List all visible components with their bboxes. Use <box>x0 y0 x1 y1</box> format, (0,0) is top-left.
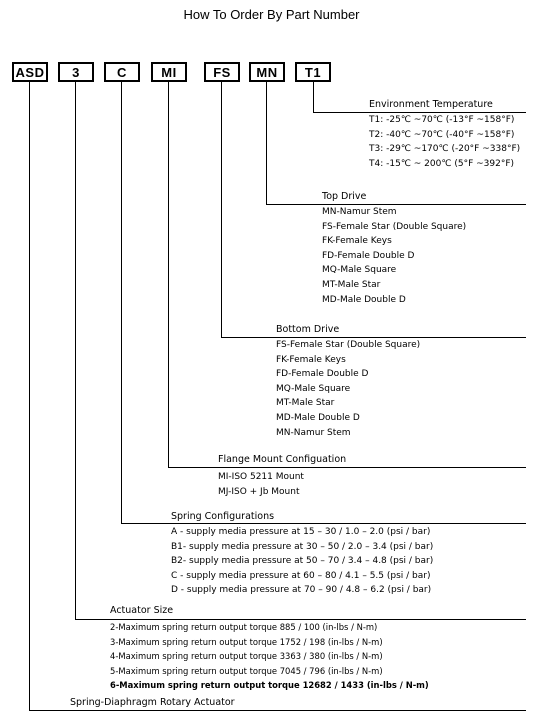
list-item: 2-Maximum spring return output torque 885 / 100 (in-lbs / N-m) <box>110 622 378 632</box>
list-item: D - supply media pressure at 70 – 90 / 4.8 – 6.2 (psi / bar) <box>171 585 432 596</box>
connector-flange <box>168 82 169 467</box>
list-item: B1- supply media pressure at 30 – 50 / 2.0 – 3.4 (psi / bar) <box>171 541 434 552</box>
list-item: FD-Female Double D <box>276 369 369 380</box>
connector-size <box>75 82 76 620</box>
part-code-spring: C <box>104 62 140 82</box>
part-code-flange: MI <box>151 62 187 82</box>
part-code-asd: ASD <box>12 62 48 82</box>
list-item: FS-Female Star (Double Square) <box>276 340 421 350</box>
list-item: MI-ISO 5211 Mount <box>218 472 304 482</box>
list-item: MT-Male Star <box>276 398 335 409</box>
list-item: FK-Female Keys <box>276 354 346 365</box>
section-header: Spring Configurations <box>171 511 275 522</box>
section-header: Actuator Size <box>110 605 174 616</box>
list-item: T4: -15℃ ~ 200℃ (5°F ~392°F) <box>369 158 515 169</box>
list-item: T2: -40℃ ~70℃ (-40°F ~158°F) <box>369 129 515 140</box>
list-item: MN-Namur Stem <box>276 427 351 438</box>
section-header: Top Drive <box>322 191 367 202</box>
list-item: 5-Maximum spring return output torque 7045 / 796 (in-lbs / N-m) <box>110 665 383 676</box>
list-item: FD-Female Double D <box>322 250 415 261</box>
environment-section <box>369 98 520 171</box>
flange-section <box>218 453 346 499</box>
connector-spring <box>121 82 122 523</box>
list-item: C - supply media pressure at 60 – 80 / 4.1 – 5.5 (psi / bar) <box>171 570 431 581</box>
list-item: FK-Female Keys <box>322 236 392 247</box>
connector-bottom-drive <box>221 82 222 338</box>
list-item: MQ-Male Square <box>276 383 351 394</box>
top-drive-section <box>322 190 466 307</box>
list-item: MN-Namur Stem <box>322 207 397 217</box>
list-item: MD-Male Double D <box>276 412 360 423</box>
list-item: MQ-Male Square <box>322 265 397 276</box>
bottom-drive-section <box>276 323 420 440</box>
list-item: B2- supply media pressure at 50 – 70 / 3.4 – 4.8 (psi / bar) <box>171 556 434 567</box>
list-item: 4-Maximum spring return output torque 3363 / 380 (in-lbs / N-m) <box>110 651 383 662</box>
list-item: MD-Male Double D <box>322 294 406 305</box>
part-code-top-drive: MN <box>249 62 285 82</box>
list-item: T1: -25℃ ~70℃ (-13°F ~158°F) <box>369 115 515 125</box>
list-item: 6-Maximum spring return output torque 12682 / 1433 (in-lbs / N-m) <box>110 680 429 691</box>
connector-asd <box>29 82 30 711</box>
connector-top-drive <box>266 82 267 204</box>
list-item: A - supply media pressure at 15 – 30 / 1.0 – 2.0 (psi / bar) <box>171 527 431 537</box>
connector-temperature <box>313 82 314 113</box>
section-header: Bottom Drive <box>276 324 340 335</box>
list-item: MT-Male Star <box>322 279 381 290</box>
page-title: How To Order By Part Number <box>183 7 360 22</box>
base-section-header: Spring-Diaphragm Rotary Actuator <box>70 697 235 708</box>
list-item: 3-Maximum spring return output torque 1752 / 198 (in-lbs / N-m) <box>110 636 383 647</box>
section-header: Flange Mount Configuation <box>218 454 347 465</box>
part-code-temperature: T1 <box>295 62 331 82</box>
list-item: T3: -29℃ ~170℃ (-20°F ~338°F) <box>369 144 521 155</box>
part-code-bottom-drive: FS <box>204 62 240 82</box>
list-item: MJ-ISO + Jb Mount <box>218 486 300 497</box>
list-item: FS-Female Star (Double Square) <box>322 221 467 232</box>
actuator-section <box>110 604 429 693</box>
section-header: Environment Temperature <box>369 99 493 110</box>
part-code-size: 3 <box>58 62 94 82</box>
spring-section <box>171 510 433 598</box>
